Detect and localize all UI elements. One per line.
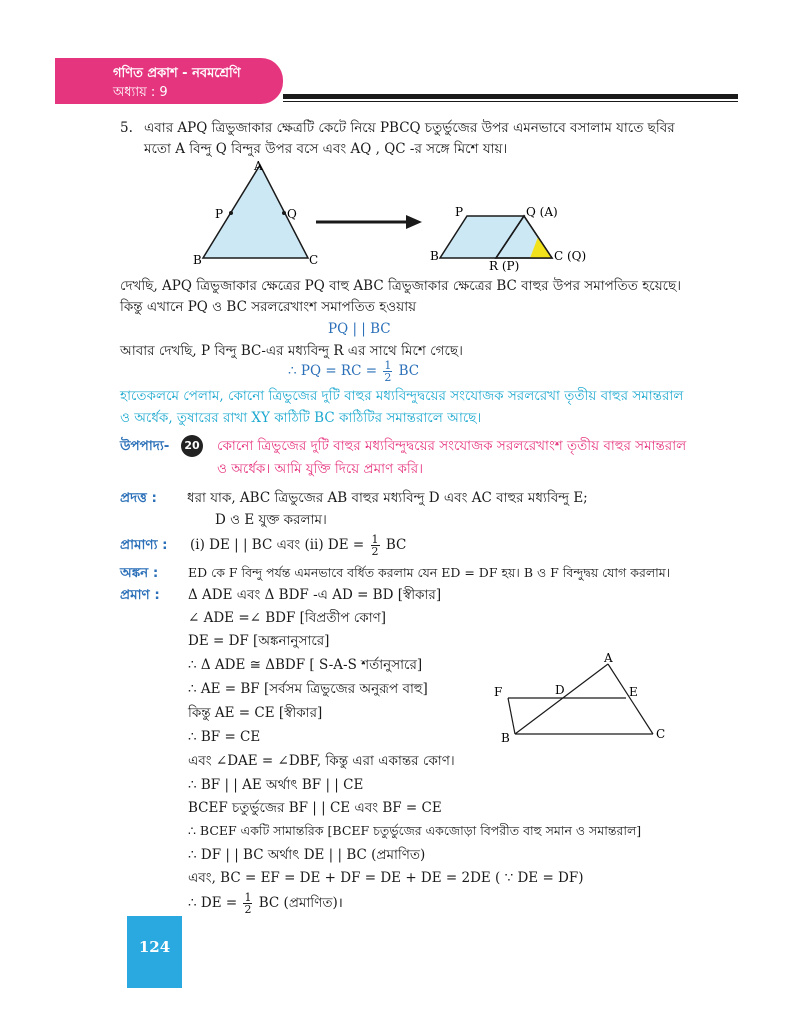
point-q xyxy=(282,211,286,215)
construction-label: অঙ্কন : xyxy=(120,565,159,581)
para1-line3: আবার দেখছি, P বিন্দু BC-এর মধ্যবিন্দু R এর সাথে মিশে গেছে। xyxy=(120,343,463,359)
note-line2: ও অর্ধেক, তুষারের রাখা XY কাঠিটি BC কাঠিটির সমান্তরালে আছে। xyxy=(120,410,482,426)
given-label: প্রদত্ত : xyxy=(120,490,157,506)
fraction-half: $\frac{1}{2}$ xyxy=(244,891,252,916)
fraction-half: $\frac{1}{2}$ xyxy=(384,359,392,384)
eq-pq-parallel-bc: PQ | | BC xyxy=(328,321,391,337)
proof-line: ∴ BF = CE xyxy=(188,729,261,745)
header-rule-thin xyxy=(283,101,738,102)
proof-line: ∴ AE = BF [সর্বসম ত্রিভুজের অনুরূপ বাহু] xyxy=(188,681,428,697)
label-e: E xyxy=(629,685,638,699)
para1-line2: কিন্তু এখানে PQ ও BC সরলরেখাংশ সমাপতিত হওয়ায় xyxy=(120,299,417,315)
item5-line2: মতো A বিন্দু Q বিন্দুর উপর বসে এবং AQ , QC -র সঙ্গে মিশে যায়। xyxy=(144,141,508,157)
chapter-label: অধ্যায় : 9 xyxy=(113,85,168,100)
figure-triangle-cut xyxy=(190,160,590,272)
label-a: A xyxy=(254,160,263,173)
label-b2: B xyxy=(430,249,439,263)
figure-parallelogram-proof xyxy=(488,652,678,748)
given-line2: D ও E যুক্ত করলাম। xyxy=(215,512,327,528)
label-p2: P xyxy=(455,205,464,219)
point-p xyxy=(229,211,233,215)
header-rule-thick xyxy=(283,94,738,99)
chapter-header-tab xyxy=(55,58,283,104)
label-qa: Q (A) xyxy=(526,205,558,219)
item5-line1: এবার APQ ত্রিভুজাকার ক্ষেত্রটি কেটে নিয়ে PBCQ চতুর্ভুজের উপর এমনভাবে বসালাম যাতে ছবির xyxy=(144,120,675,136)
page-number: 124 xyxy=(127,916,182,988)
fraction-half: $\frac{1}{2}$ xyxy=(371,533,379,558)
theorem-number-badge: 20 xyxy=(181,435,203,457)
proof-line: DE = DF [অঙ্কনানুসারে] xyxy=(188,633,330,649)
theorem-line2: ও অর্ধেক। আমি যুক্তি দিয়ে প্রমাণ করি। xyxy=(217,461,424,477)
book-title: গণিত প্রকাশ - নবমশ্রেণি xyxy=(113,66,241,81)
label-rp: R (P) xyxy=(489,259,520,272)
label-p: P xyxy=(215,207,224,221)
label-f: F xyxy=(494,685,503,699)
item-number: 5. xyxy=(120,120,133,136)
proof-line: এবং, BC = EF = DE + DF = DE + DE = 2DE ( ∵ DE = DF) xyxy=(188,870,584,886)
label-b: B xyxy=(193,253,202,267)
proof-conclusion: ∴ DE = $\frac{1}{2}$ BC (প্রমাণিত)। xyxy=(188,891,343,916)
label-cq: C (Q) xyxy=(554,249,587,263)
proof-line: ∠ ADE =∠ BDF [বিপ্রতীপ কোণ] xyxy=(188,610,387,626)
arrow-head-icon xyxy=(406,215,422,229)
to-prove-label: প্রামাণ্য : xyxy=(120,537,168,553)
label-c: C xyxy=(656,727,666,741)
proof-label: প্রমাণ : xyxy=(120,587,160,603)
proof-line: কিন্তু AE = CE [স্বীকার] xyxy=(188,705,323,721)
para1-line1: দেখছি, APQ ত্রিভুজাকার ক্ষেত্রের PQ বাহু ABC ত্রিভুজাকার ক্ষেত্রের BC বাহুর উপর সমাপতিত হয়েছে। xyxy=(120,278,682,294)
theorem-line1: কোনো ত্রিভুজের দুটি বাহুর মধ্যবিন্দুদ্বয়ের সংযোজক সরলরেখাংশ তৃতীয় বাহুর সমান্তরাল xyxy=(217,438,687,454)
proof-line: ∴ DF | | BC অর্থাৎ DE | | BC (প্রমাণিত) xyxy=(188,847,426,863)
label-c: C xyxy=(309,253,319,267)
construction-text: ED কে F বিন্দু পর্যন্ত এমনভাবে বর্ধিত করলাম যেন ED = DF হয়। B ও F বিন্দুদ্বয় যোগ করলাম। xyxy=(188,565,671,580)
label-a: A xyxy=(604,652,613,665)
label-b: B xyxy=(501,731,510,745)
proof-line: ∴ BCEF একটি সামান্তরিক [BCEF চতুর্ভুজের একজোড়া বিপরীত বাহু সমান ও সমান্তরাল] xyxy=(188,823,642,838)
proof-line: এবং ∠DAE = ∠DBF, কিন্তু এরা একান্তর কোণ। xyxy=(188,753,455,769)
to-prove-statement: (i) DE | | BC এবং (ii) DE = $\frac{1}{2}$ BC xyxy=(190,533,407,558)
given-line1: ধরা যাক, ABC ত্রিভুজের AB বাহুর মধ্যবিন্দু D এবং AC বাহুর মধ্যবিন্দু E; xyxy=(187,490,588,506)
proof-line: ∴ Δ ADE ≅ ΔBDF [ S-A-S শর্তানুসারে] xyxy=(188,657,423,673)
label-d: D xyxy=(555,683,565,697)
proof-line: Δ ADE এবং Δ BDF -এ AD = BD [স্বীকার] xyxy=(188,587,442,603)
note-line1: হাতেকলমে পেলাম, কোনো ত্রিভুজের দুটি বাহুর মধ্যবিন্দুদ্বয়ের সংযোজক সরলরেখা তৃতীয় বাহুর সমান্তরাল xyxy=(120,388,684,404)
proof-line: BCEF চতুর্ভুজের BF | | CE এবং BF = CE xyxy=(188,800,442,816)
eq-pq-rc: ∴ PQ = RC = $\frac{1}{2}$ BC xyxy=(288,359,420,384)
proof-line: ∴ BF | | AE অর্থাৎ BF | | CE xyxy=(188,777,364,793)
label-q: Q xyxy=(287,207,297,221)
theorem-label: উপপাদ্য- xyxy=(120,438,170,454)
